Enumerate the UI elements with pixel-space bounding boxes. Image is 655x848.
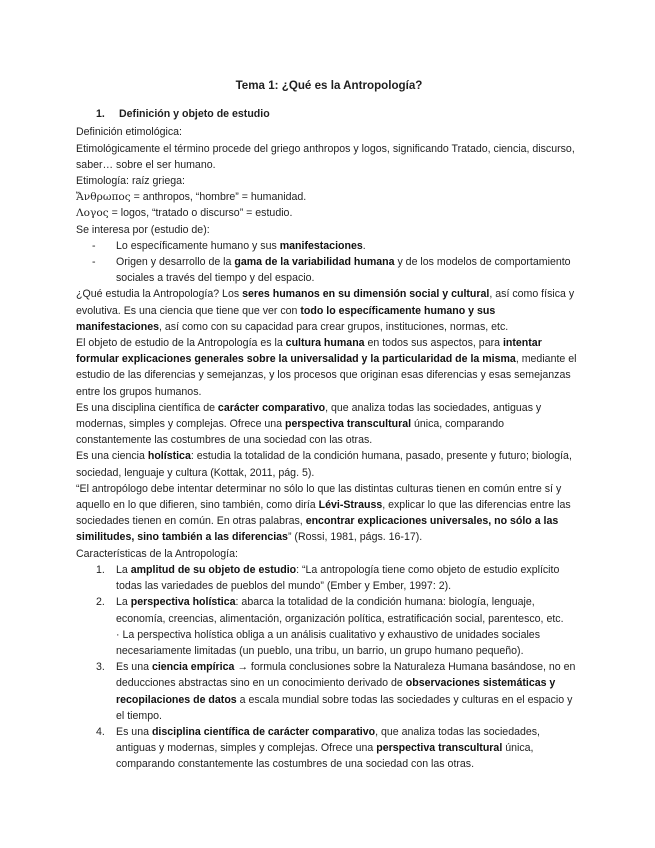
list-subnote: · La perspectiva holística obliga a un análisis cualitativo y exhaustivo de unidades sociales necesariamente limitadas (un pueblo, una tribu, un barrio, un grupo humano pequeño). — [116, 628, 540, 657]
list-item: 4. Es una disciplina científica de carácter comparativo, que analiza todas las sociedades, antiguas y modernas, simples y complejas. Ofrece una perspectiva transcultural única, comparando constantemente las costumbres de una sociedad con las otras. — [96, 725, 540, 771]
greek-anthropos: Ἄνθρωπος = anthropos, “hombre” = humanidad. — [76, 191, 307, 204]
list-item: 3. Es una ciencia empírica → formula conclusiones sobre la Naturaleza Humana basándose, no en deducciones abstractas sino en un conocimiento derivado de observaciones sistemáticas y recopilaciones de datos a escala mundial sobre todas las sociedades y culturas en el espacio y el tiempo. — [96, 661, 576, 722]
definition-text: Etimológicamente el término procede del griego anthropos y logos, significando Tratado, ciencia, discurso, saber… sobre el ser humano. — [76, 142, 575, 171]
paragraph-object: El objeto de estudio de la Antropología es la cultura humana en todos sus aspectos, para intentar formular explicaciones generales sobre la universalidad y la particularidad de la misma, mediante el estudio de las diferencias y semejanzas, y los procesos que originan esas diferencias y esas semejanzas entre los grupos humanos. — [76, 337, 577, 398]
definition-label: Definición etimológica: — [76, 126, 182, 139]
characteristics-label: Características de la Antropología: — [76, 547, 238, 560]
interest-label: Se interesa por (estudio de): — [76, 223, 210, 236]
dash-item: - Origen y desarrollo de la gama de la variabilidad humana y de los modelos de comportamiento sociales a través del tiempo y del espacio. — [92, 256, 571, 285]
section-heading — [76, 106, 582, 122]
section-label: Definición y objeto de estudio — [119, 108, 270, 121]
list-item: 1. La amplitud de su objeto de estudio: “La antropología tiene como objeto de estudio explícito todas las variedades de pueblos del mundo” (Ember y Ember, 1997: 2). — [96, 563, 560, 593]
section-number: 1. — [96, 108, 105, 121]
paragraph-holistic: Es una ciencia holística: estudia la totalidad de la condición humana, pasado, presente y futuro; biología, sociedad, lenguaje y cultura (Kottak, 2011, pág. 5). — [76, 450, 572, 479]
dash-item: - Lo específicamente humano y sus manifestaciones. — [92, 239, 366, 252]
page-title: Tema 1: ¿Qué es la Antropología? — [235, 79, 423, 92]
greek-logos: Λογος = logos, “tratado o discurso” = estudio. — [76, 207, 293, 220]
paragraph-discipline: Es una disciplina científica de carácter comparativo, que analiza todas las sociedades, antiguas y modernas, simples y complejas. Ofrece una perspectiva transcultural única, comparando constantemente las costumbres de una sociedad con las otras. — [76, 401, 542, 447]
document-page — [76, 78, 582, 773]
paragraph-quote: “El antropólogo debe intentar determinar no sólo lo que las distintas culturas tienen en común entre sí y aquello en lo que difieren, sino también, como diría Lévi-Strauss, explicar lo que las diferencias entre las sociedades tienen en común. En otras palabras, encontrar explicaciones universales, no sólo a las similitudes, sino también a las diferencias” (Rossi, 1981, págs. 16-17). — [76, 482, 571, 544]
list-item: 2. La perspectiva holística: abarca la totalidad de la condición humana: biología, lenguaje, economía, creencias, alimentación, organización política, estratificación social, parentesco, etc. — [96, 596, 564, 625]
greek-word: Λογος — [76, 207, 109, 220]
paragraph-question: ¿Qué estudia la Antropología? Los seres humanos en su dimensión social y cultural, así como física y evolutiva. Es una ciencia que tiene que ver con todo lo específicamente humano y sus manifestaciones, así como con su capacidad para crear grupos, instituciones, normas, etc. — [76, 288, 575, 333]
greek-word: Ἄνθρωπος — [76, 191, 131, 204]
etymology-label: Etimología: raíz griega: — [76, 175, 185, 188]
